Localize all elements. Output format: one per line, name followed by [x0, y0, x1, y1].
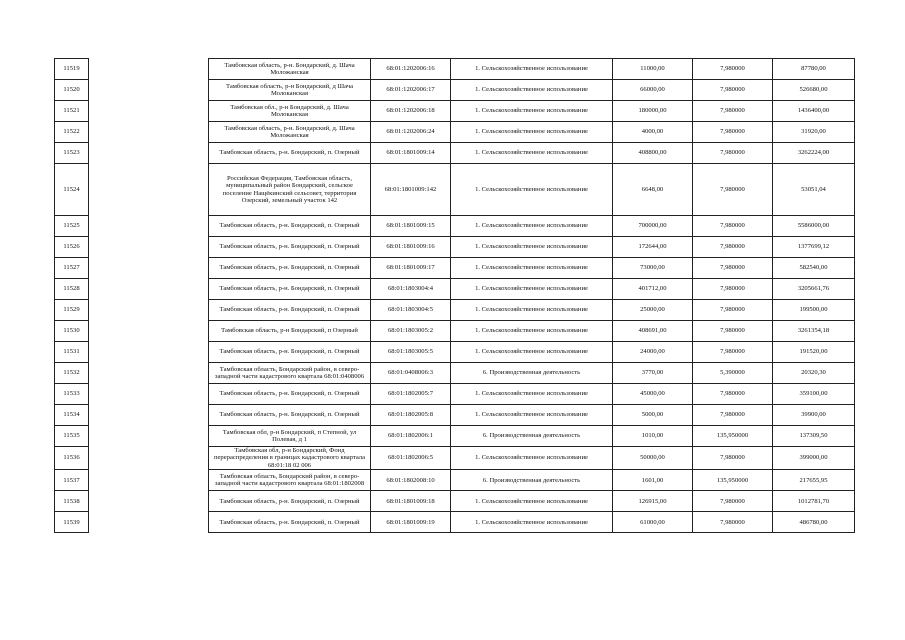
- table-row: [55, 143, 855, 164]
- cadastral-value-cell: 3262224,00: [773, 143, 855, 164]
- specific-value-cell: 7,980000: [693, 216, 773, 237]
- land-use-cell: 1. Сельскохозяйственное использование: [451, 447, 613, 470]
- cadastral-value-cell: 3205661,76: [773, 279, 855, 300]
- land-use-cell: 1. Сельскохозяйственное использование: [451, 59, 613, 80]
- blank-column: [89, 342, 209, 363]
- cadastral-value-cell: 199500,00: [773, 300, 855, 321]
- table-row: [55, 258, 855, 279]
- specific-value-cell: 7,980000: [693, 59, 773, 80]
- row-number: 11525: [55, 216, 89, 237]
- address-cell: Тамбовская область, Бондарский район, в северо-западной части кадастрового квартала 68:01:1802008: [209, 470, 371, 491]
- row-number: 11534: [55, 405, 89, 426]
- address-cell: Тамбовская область, Бондарский район, в северо-западной части кадастрового квартала 68:01:0408006: [209, 363, 371, 384]
- cadastral-value-table: [54, 58, 855, 533]
- cadastral-value-cell: 5586000,00: [773, 216, 855, 237]
- land-use-cell: 6. Производственная деятельность: [451, 363, 613, 384]
- specific-value-cell: 7,980000: [693, 258, 773, 279]
- blank-column: [89, 258, 209, 279]
- area-cell: 66000,00: [613, 80, 693, 101]
- area-cell: 6648,00: [613, 164, 693, 216]
- cadastral-value-cell: 191520,00: [773, 342, 855, 363]
- address-cell: Тамбовская область, р-н. Бондарский, п. Озерный: [209, 237, 371, 258]
- blank-column: [89, 300, 209, 321]
- area-cell: 61000,00: [613, 512, 693, 533]
- row-number: 11530: [55, 321, 89, 342]
- address-cell: Тамбовская обл., р-н Бондарский, д. Шача Молоканская: [209, 101, 371, 122]
- blank-column: [89, 216, 209, 237]
- blank-column: [89, 405, 209, 426]
- cadastral-value-cell: 3261354,18: [773, 321, 855, 342]
- address-cell: Тамбовская область, р-н. Бондарский, п. Озерный: [209, 143, 371, 164]
- cadastral-number-cell: 68:01:1803004:5: [371, 300, 451, 321]
- area-cell: 1010,00: [613, 426, 693, 447]
- cadastral-value-cell: 53051,04: [773, 164, 855, 216]
- cadastral-value-cell: 526680,00: [773, 80, 855, 101]
- land-use-cell: 1. Сельскохозяйственное использование: [451, 122, 613, 143]
- cadastral-number-cell: 68:01:1801009:19: [371, 512, 451, 533]
- cadastral-value-cell: 399000,00: [773, 447, 855, 470]
- blank-column: [89, 512, 209, 533]
- row-number: 11521: [55, 101, 89, 122]
- specific-value-cell: 7,980000: [693, 237, 773, 258]
- area-cell: 180000,00: [613, 101, 693, 122]
- row-number: 11532: [55, 363, 89, 384]
- blank-column: [89, 80, 209, 101]
- row-number: 11523: [55, 143, 89, 164]
- land-use-cell: 1. Сельскохозяйственное использование: [451, 405, 613, 426]
- row-number: 11524: [55, 164, 89, 216]
- area-cell: 45000,00: [613, 384, 693, 405]
- land-use-cell: 1. Сельскохозяйственное использование: [451, 143, 613, 164]
- address-cell: Тамбовская область, р-н. Бондарский, п. Озерный: [209, 300, 371, 321]
- blank-column: [89, 101, 209, 122]
- land-use-cell: 1. Сельскохозяйственное использование: [451, 491, 613, 512]
- specific-value-cell: 135,950000: [693, 470, 773, 491]
- blank-column: [89, 363, 209, 384]
- cadastral-value-cell: 87780,00: [773, 59, 855, 80]
- row-number: 11531: [55, 342, 89, 363]
- blank-column: [89, 447, 209, 470]
- cadastral-number-cell: 68:01:1803004:4: [371, 279, 451, 300]
- area-cell: 172644,00: [613, 237, 693, 258]
- area-cell: 73000,00: [613, 258, 693, 279]
- row-number: 11539: [55, 512, 89, 533]
- area-cell: 401712,00: [613, 279, 693, 300]
- blank-column: [89, 237, 209, 258]
- area-cell: 408800,00: [613, 143, 693, 164]
- specific-value-cell: 7,980000: [693, 512, 773, 533]
- cadastral-number-cell: 68:01:1802006:5: [371, 447, 451, 470]
- blank-column: [89, 470, 209, 491]
- area-cell: 24000,00: [613, 342, 693, 363]
- table-row: [55, 470, 855, 491]
- area-cell: 408691,00: [613, 321, 693, 342]
- cadastral-number-cell: 68:01:1202006:18: [371, 101, 451, 122]
- row-number: 11522: [55, 122, 89, 143]
- address-cell: Тамбовская область, р-н. Бондарский, п. Озерный: [209, 512, 371, 533]
- table-row: [55, 279, 855, 300]
- specific-value-cell: 7,980000: [693, 342, 773, 363]
- land-use-cell: 1. Сельскохозяйственное использование: [451, 80, 613, 101]
- table-row: [55, 101, 855, 122]
- specific-value-cell: 7,980000: [693, 321, 773, 342]
- specific-value-cell: 7,980000: [693, 405, 773, 426]
- cadastral-number-cell: 68:01:1801009:142: [371, 164, 451, 216]
- specific-value-cell: 135,950000: [693, 426, 773, 447]
- table-row: [55, 300, 855, 321]
- specific-value-cell: 7,980000: [693, 300, 773, 321]
- specific-value-cell: 7,980000: [693, 279, 773, 300]
- area-cell: 3770,00: [613, 363, 693, 384]
- table-body: [55, 59, 855, 533]
- cadastral-value-cell: 39900,00: [773, 405, 855, 426]
- row-number: 11536: [55, 447, 89, 470]
- row-number: 11529: [55, 300, 89, 321]
- address-cell: Тамбовская область, р-н. Бондарский, п. Озерный: [209, 405, 371, 426]
- address-cell: Тамбовская обл, р-н Бондарский, Фонд перераспределения в границах кадастрового квартала 68:01:18 02 006: [209, 447, 371, 470]
- specific-value-cell: 7,980000: [693, 164, 773, 216]
- table-row: [55, 384, 855, 405]
- address-cell: Тамбовская область, р-н. Бондарский, п. Озерный: [209, 258, 371, 279]
- blank-column: [89, 122, 209, 143]
- cadastral-number-cell: 68:01:1802008:10: [371, 470, 451, 491]
- cadastral-value-cell: 359100,00: [773, 384, 855, 405]
- table-row: [55, 80, 855, 101]
- cadastral-value-cell: 1377699,12: [773, 237, 855, 258]
- land-use-cell: 1. Сельскохозяйственное использование: [451, 101, 613, 122]
- row-number: 11533: [55, 384, 89, 405]
- address-cell: Тамбовская область, р-н Бондарский, д Шача Молоканская: [209, 80, 371, 101]
- table-row: [55, 405, 855, 426]
- specific-value-cell: 7,980000: [693, 80, 773, 101]
- table-row: [55, 447, 855, 470]
- land-use-cell: 1. Сельскохозяйственное использование: [451, 384, 613, 405]
- land-use-cell: 6. Производственная деятельность: [451, 426, 613, 447]
- area-cell: 126915,00: [613, 491, 693, 512]
- land-use-cell: 1. Сельскохозяйственное использование: [451, 164, 613, 216]
- address-cell: Тамбовская область, р-н. Бондарский, п. Озерный: [209, 384, 371, 405]
- blank-column: [89, 426, 209, 447]
- specific-value-cell: 7,980000: [693, 491, 773, 512]
- row-number: 11520: [55, 80, 89, 101]
- table-row: [55, 342, 855, 363]
- blank-column: [89, 321, 209, 342]
- address-cell: Тамбовская область, р-н. Бондарский, п. Озерный: [209, 342, 371, 363]
- cadastral-number-cell: 68:01:1801009:17: [371, 258, 451, 279]
- address-cell: Тамбовская область, р-н. Бондарский, п. Озерный: [209, 279, 371, 300]
- cadastral-number-cell: 68:01:1801009:15: [371, 216, 451, 237]
- cadastral-value-cell: 486780,00: [773, 512, 855, 533]
- cadastral-number-cell: 68:01:1801009:14: [371, 143, 451, 164]
- land-use-cell: 1. Сельскохозяйственное использование: [451, 321, 613, 342]
- land-use-cell: 1. Сельскохозяйственное использование: [451, 258, 613, 279]
- blank-column: [89, 279, 209, 300]
- blank-column: [89, 384, 209, 405]
- specific-value-cell: 7,980000: [693, 101, 773, 122]
- blank-column: [89, 143, 209, 164]
- address-cell: Российская Федерация, Тамбовская область, муниципальный район Бондарский, сельское поселение Нащёкинский сельсовет, территория Озерский, земельный участок 142: [209, 164, 371, 216]
- land-use-cell: 1. Сельскохозяйственное использование: [451, 279, 613, 300]
- area-cell: 700000,00: [613, 216, 693, 237]
- area-cell: 25000,00: [613, 300, 693, 321]
- blank-column: [89, 59, 209, 80]
- area-cell: 1601,00: [613, 470, 693, 491]
- cadastral-number-cell: 68:01:1202006:17: [371, 80, 451, 101]
- cadastral-number-cell: 68:01:1202006:16: [371, 59, 451, 80]
- cadastral-number-cell: 68:01:1801009:18: [371, 491, 451, 512]
- cadastral-number-cell: 68:01:0408006:3: [371, 363, 451, 384]
- table-row: [55, 321, 855, 342]
- table-row: [55, 491, 855, 512]
- address-cell: Тамбовская область, р-н Бондарский, п Озерный: [209, 321, 371, 342]
- area-cell: 50000,00: [613, 447, 693, 470]
- table-row: [55, 59, 855, 80]
- cadastral-value-cell: 137309,50: [773, 426, 855, 447]
- table-row: [55, 216, 855, 237]
- land-use-cell: 6. Производственная деятельность: [451, 470, 613, 491]
- land-use-cell: 1. Сельскохозяйственное использование: [451, 512, 613, 533]
- row-number: 11527: [55, 258, 89, 279]
- specific-value-cell: 7,980000: [693, 122, 773, 143]
- cadastral-number-cell: 68:01:1803005:5: [371, 342, 451, 363]
- table-row: [55, 122, 855, 143]
- cadastral-number-cell: 68:01:1802005:8: [371, 405, 451, 426]
- specific-value-cell: 7,980000: [693, 384, 773, 405]
- area-cell: 4000,00: [613, 122, 693, 143]
- table-row: [55, 164, 855, 216]
- specific-value-cell: 5,390000: [693, 363, 773, 384]
- table-row: [55, 512, 855, 533]
- cadastral-number-cell: 68:01:1801009:16: [371, 237, 451, 258]
- cadastral-value-cell: 31920,00: [773, 122, 855, 143]
- cadastral-number-cell: 68:01:1802006:1: [371, 426, 451, 447]
- land-use-cell: 1. Сельскохозяйственное использование: [451, 300, 613, 321]
- cadastral-value-cell: 1436400,00: [773, 101, 855, 122]
- address-cell: Тамбовская область, р-н. Бондарский, п. Озерный: [209, 491, 371, 512]
- table-row: [55, 426, 855, 447]
- area-cell: 5000,00: [613, 405, 693, 426]
- table-row: [55, 363, 855, 384]
- row-number: 11528: [55, 279, 89, 300]
- cadastral-number-cell: 68:01:1802005:7: [371, 384, 451, 405]
- row-number: 11537: [55, 470, 89, 491]
- specific-value-cell: 7,980000: [693, 143, 773, 164]
- cadastral-value-cell: 582540,00: [773, 258, 855, 279]
- land-use-cell: 1. Сельскохозяйственное использование: [451, 237, 613, 258]
- row-number: 11526: [55, 237, 89, 258]
- cadastral-number-cell: 68:01:1803005:2: [371, 321, 451, 342]
- cadastral-value-cell: 217655,95: [773, 470, 855, 491]
- cadastral-number-cell: 68:01:1202006:24: [371, 122, 451, 143]
- cadastral-value-cell: 1012781,70: [773, 491, 855, 512]
- address-cell: Тамбовская обл, р-н Бондарский, п Степной, ул Полевая, д 1: [209, 426, 371, 447]
- specific-value-cell: 7,980000: [693, 447, 773, 470]
- land-use-cell: 1. Сельскохозяйственное использование: [451, 216, 613, 237]
- row-number: 11538: [55, 491, 89, 512]
- row-number: 11519: [55, 59, 89, 80]
- blank-column: [89, 491, 209, 512]
- address-cell: Тамбовская область, р-н. Бондарский, п. Озерный: [209, 216, 371, 237]
- area-cell: 11000,00: [613, 59, 693, 80]
- address-cell: Тамбовская область, р-н. Бондарский, д. Шача Моложанская: [209, 59, 371, 80]
- row-number: 11535: [55, 426, 89, 447]
- land-use-cell: 1. Сельскохозяйственное использование: [451, 342, 613, 363]
- address-cell: Тамбовская область, р-н. Бондарский, д. Шача Моложанская: [209, 122, 371, 143]
- blank-column: [89, 164, 209, 216]
- cadastral-value-cell: 20320,30: [773, 363, 855, 384]
- table-row: [55, 237, 855, 258]
